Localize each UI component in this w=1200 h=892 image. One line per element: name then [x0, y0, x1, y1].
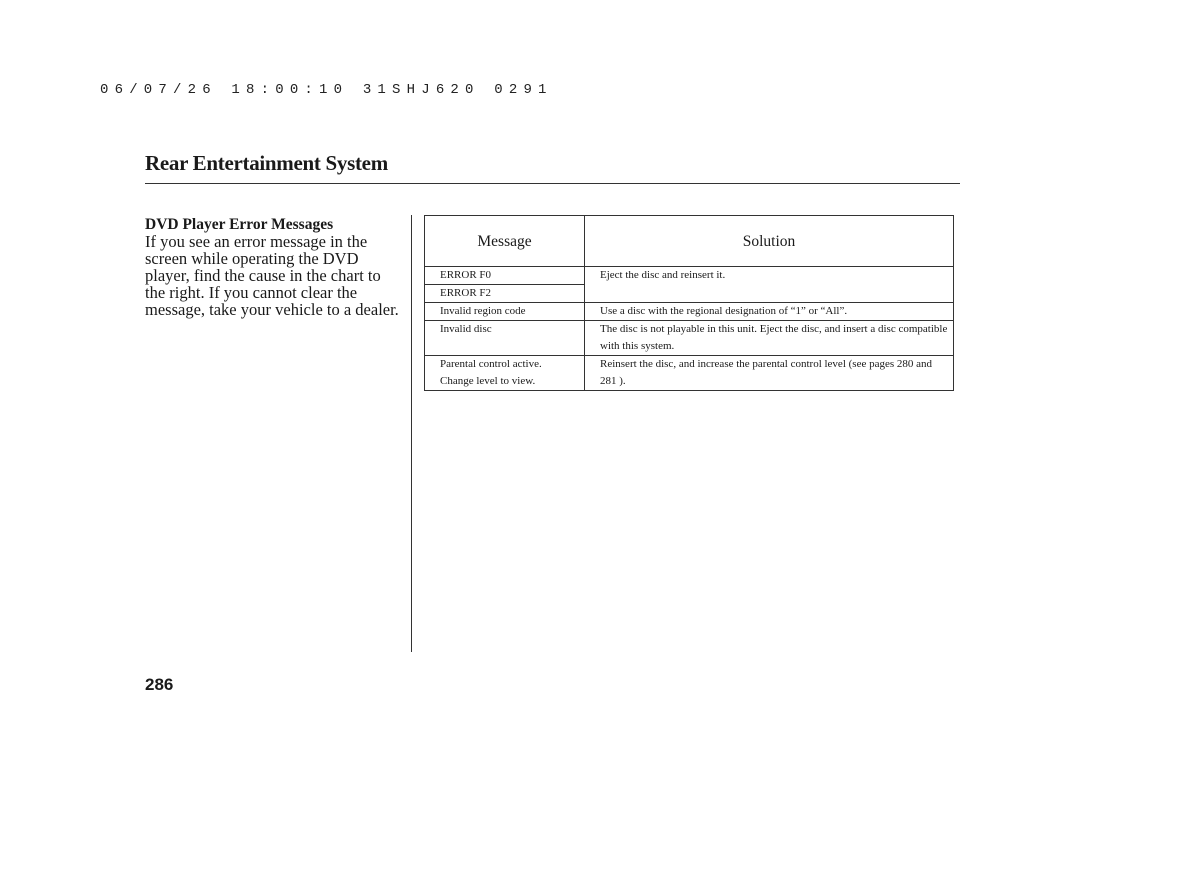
- message-cell: Invalid disc: [425, 321, 585, 356]
- message-cell: [425, 356, 585, 391]
- table-row-invalid-region: [425, 303, 954, 321]
- title-divider: [145, 183, 960, 184]
- solution-cell: Eject the disc and reinsert it.: [585, 267, 954, 303]
- table-row-parental-control: [425, 356, 954, 391]
- column-divider: [411, 215, 412, 652]
- solution-cell: Use a disc with the regional designation of “1” or “All”.: [585, 303, 954, 321]
- print-timestamp: 06/07/26 18:00:10 31SHJ620 0291: [100, 82, 553, 98]
- section-heading: DVD Player Error Messages: [145, 216, 334, 233]
- message-cell: ERROR F2: [425, 285, 585, 303]
- table-header-row: [425, 216, 954, 267]
- message-line: Parental control active.: [440, 358, 542, 370]
- solution-cell: The disc is not playable in this unit. Eject the disc, and insert a disc compatible with this system.: [585, 321, 954, 356]
- message-cell: Invalid region code: [425, 303, 585, 321]
- table-row-error-f0: [425, 267, 954, 285]
- solution-cell: Reinsert the disc, and increase the parental control level (see pages 280 and 281 ).: [585, 356, 954, 391]
- message-line: Change level to view.: [440, 375, 536, 387]
- column-header-message: Message: [425, 216, 585, 267]
- page-number: 286: [145, 675, 174, 694]
- section-body: If you see an error message in the screen while operating the DVD player, find the cause in the chart to the right. If you cannot clear the message, take your vehicle to a dealer.: [145, 232, 399, 319]
- message-cell: ERROR F0: [425, 267, 585, 285]
- intro-column: [145, 216, 401, 318]
- column-header-solution: Solution: [585, 216, 954, 267]
- error-message-table: [424, 215, 954, 391]
- table-row-invalid-disc: [425, 321, 954, 356]
- page-title: Rear Entertainment System: [145, 151, 388, 175]
